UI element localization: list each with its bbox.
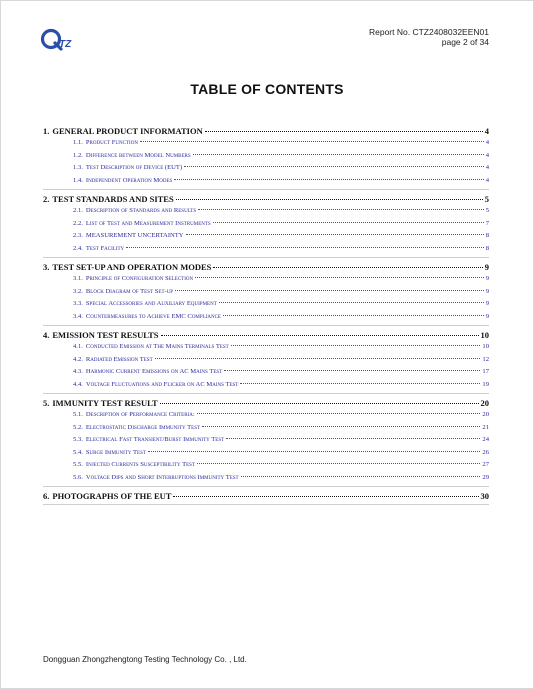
subsection-title: Special Accessories and Auxiliary Equipment xyxy=(85,300,217,307)
leader-dots xyxy=(231,345,481,346)
section-divider xyxy=(43,189,489,190)
toc-section-2[interactable] xyxy=(43,193,489,205)
leader-dots xyxy=(197,463,480,464)
subsection-number: 1.2. xyxy=(73,151,83,159)
leader-dots xyxy=(205,131,483,132)
subsection-page: 26 xyxy=(482,448,489,456)
toc-section-1[interactable] xyxy=(43,125,489,137)
leader-dots xyxy=(198,209,484,210)
subsection-number: 2.3. xyxy=(73,232,83,239)
subsection-number: 5.6. xyxy=(73,473,83,481)
subsection-page: 17 xyxy=(482,368,489,375)
leader-dots xyxy=(241,476,481,477)
subsection-number: 3.4. xyxy=(73,312,83,320)
leader-dots xyxy=(224,370,480,371)
leader-dots xyxy=(186,234,484,235)
subsection-number: 1.4. xyxy=(73,176,83,184)
section-title: PHOTOGRAPHS OF THE EUT xyxy=(52,491,172,501)
subsection-page: 12 xyxy=(482,355,489,363)
leader-dots xyxy=(160,403,479,404)
toc-subsection[interactable] xyxy=(43,205,489,218)
subsection-page: 29 xyxy=(482,473,489,481)
leader-dots xyxy=(175,290,484,291)
leader-dots xyxy=(202,426,480,427)
subsection-title: Voltage Dips and Short Interruptions Immunity Test xyxy=(85,473,239,481)
section-divider xyxy=(43,393,489,394)
subsection-page: 24 xyxy=(482,436,489,443)
subsection-title: Description of Performance Criteria: xyxy=(85,411,195,418)
subsection-title: Description of Standards and Results xyxy=(85,207,197,214)
section-page: 10 xyxy=(480,330,489,340)
toc-subsection[interactable] xyxy=(43,379,489,392)
toc-subsection[interactable] xyxy=(43,137,489,150)
subsection-page: 20 xyxy=(482,411,489,418)
subsection-title: Voltage Fluctuations and Flicker on AC Mains Test xyxy=(85,380,239,388)
subsection-title: Conducted Emission at The Mains Terminals Test xyxy=(85,343,229,350)
subsection-number: 1.1. xyxy=(73,139,83,146)
toc-section-3[interactable] xyxy=(43,261,489,273)
toc-subsection[interactable] xyxy=(43,243,489,256)
footer-company: Dongguan Zhongzhengtong Testing Technology Co. , Ltd. xyxy=(43,655,247,664)
toc-subsection[interactable] xyxy=(43,150,489,163)
leader-dots xyxy=(155,358,481,359)
section-title: TEST STANDARDS AND SITES xyxy=(52,194,174,204)
leader-dots xyxy=(226,438,480,439)
toc-section-6[interactable] xyxy=(43,490,489,502)
subsection-page: 27 xyxy=(482,461,489,468)
subsection-number: 4.4. xyxy=(73,380,83,388)
subsection-page: 8 xyxy=(485,232,489,239)
section-title: GENERAL PRODUCT INFORMATION xyxy=(52,126,203,136)
toc-subsection[interactable] xyxy=(43,354,489,367)
subsection-title: MEASUREMENT UNCERTAINTY xyxy=(85,232,184,239)
subsection-title: Harmonic Current Emissions on AC Mains Test xyxy=(85,368,223,375)
subsection-page: 4 xyxy=(485,176,489,184)
toc-subsection[interactable] xyxy=(43,230,489,243)
leader-dots xyxy=(213,222,484,223)
leader-dots xyxy=(197,413,481,414)
section-divider xyxy=(43,257,489,258)
section-number: 3. xyxy=(43,262,50,272)
subsection-number: 1.3. xyxy=(73,164,83,171)
subsection-title: Test Facility xyxy=(85,244,125,252)
svg-text:TZ: TZ xyxy=(59,39,72,50)
subsection-title: Difference between Model Numbers xyxy=(85,151,191,159)
subsection-number: 4.1. xyxy=(73,343,83,350)
subsection-page: 8 xyxy=(485,244,489,252)
leader-dots xyxy=(223,315,484,316)
section-number: 6. xyxy=(43,491,50,501)
section-divider xyxy=(43,486,489,487)
section-title: TEST SET-UP AND OPERATION MODES xyxy=(52,262,212,272)
subsection-number: 4.2. xyxy=(73,355,83,363)
subsection-title: Test Description of Device (EUT) xyxy=(85,164,183,171)
subsection-number: 5.5. xyxy=(73,461,83,468)
subsection-number: 5.1. xyxy=(73,411,83,418)
subsection-page: 9 xyxy=(485,275,489,282)
leader-dots xyxy=(161,335,479,336)
subsection-number: 5.2. xyxy=(73,423,83,431)
subsection-number: 5.4. xyxy=(73,448,83,456)
leader-dots xyxy=(195,277,484,278)
toc-subsection[interactable] xyxy=(43,341,489,354)
subsection-title: List of Test and Measurement Instruments xyxy=(85,219,211,227)
company-logo xyxy=(40,27,80,51)
leader-dots xyxy=(173,496,478,497)
leader-dots xyxy=(240,383,480,384)
subsection-page: 9 xyxy=(485,312,489,320)
report-header xyxy=(369,27,489,47)
subsection-page: 21 xyxy=(482,423,489,431)
report-number: Report No. CTZ2408032EEN01 xyxy=(368,27,489,37)
subsection-number: 3.2. xyxy=(73,287,83,295)
subsection-number: 3.3. xyxy=(73,300,83,307)
leader-dots xyxy=(174,179,483,180)
leader-dots xyxy=(193,154,484,155)
toc-subsection[interactable] xyxy=(43,366,489,379)
subsection-title: Product Function xyxy=(85,139,138,146)
toc-subsection[interactable] xyxy=(43,218,489,231)
page-info: page 2 of 34 xyxy=(441,37,489,47)
section-page: 4 xyxy=(484,126,489,136)
subsection-title: Injected Currents Susceptibility Test xyxy=(85,461,196,468)
toc-subsection[interactable] xyxy=(43,422,489,435)
subsection-title: Principle of Configuration Selection xyxy=(85,275,194,282)
toc-subsection[interactable] xyxy=(43,162,489,175)
subsection-number: 2.1. xyxy=(73,207,83,214)
subsection-page: 4 xyxy=(485,151,489,159)
subsection-title: Electrostatic Discharge Immunity Test xyxy=(85,423,201,431)
section-page: 30 xyxy=(480,491,489,501)
section-number: 4. xyxy=(43,330,50,340)
subsection-title: Radiated Emission Test xyxy=(85,355,153,363)
leader-dots xyxy=(213,267,482,268)
toc-subsection[interactable] xyxy=(43,409,489,422)
toc-subsection[interactable] xyxy=(43,298,489,311)
leader-dots xyxy=(176,199,483,200)
subsection-page: 9 xyxy=(485,300,489,307)
leader-dots xyxy=(126,247,484,248)
section-divider xyxy=(43,504,489,505)
leader-dots xyxy=(184,166,484,167)
toc-subsection[interactable] xyxy=(43,447,489,460)
subsection-title: Surge Immunity Test xyxy=(85,448,146,456)
toc-title: TABLE OF CONTENTS xyxy=(190,81,344,97)
section-page: 20 xyxy=(480,398,489,408)
section-title: EMISSION TEST RESULTS xyxy=(52,330,159,340)
section-page: 9 xyxy=(484,262,489,272)
section-title: IMMUNITY TEST RESULT xyxy=(52,398,158,408)
subsection-page: 7 xyxy=(485,219,489,227)
toc-section-5[interactable] xyxy=(43,397,489,409)
subsection-title: Countermeasures to Achieve EMC Compliance xyxy=(85,312,221,320)
subsection-number: 3.1. xyxy=(73,275,83,282)
section-number: 1. xyxy=(43,126,50,136)
toc-subsection[interactable] xyxy=(43,311,489,324)
subsection-number: 4.3. xyxy=(73,368,83,375)
section-divider xyxy=(43,325,489,326)
leader-dots xyxy=(219,302,484,303)
section-number: 5. xyxy=(43,398,50,408)
section-page: 5 xyxy=(484,194,489,204)
subsection-title: Block Diagram of Test Set-up xyxy=(85,287,174,295)
subsection-number: 2.4. xyxy=(73,244,83,252)
toc-subsection[interactable] xyxy=(43,175,489,188)
subsection-page: 4 xyxy=(485,139,489,146)
subsection-title: Electrical Fast Transient/Burst Immunity Test xyxy=(85,436,225,443)
subsection-page: 9 xyxy=(485,287,489,295)
subsection-page: 19 xyxy=(482,380,489,388)
toc-subsection[interactable] xyxy=(43,434,489,447)
subsection-title: Independent Operation Modes xyxy=(85,176,173,184)
subsection-page: 5 xyxy=(485,207,489,214)
subsection-page: 4 xyxy=(485,164,489,171)
leader-dots xyxy=(148,451,481,452)
toc-subsection[interactable] xyxy=(43,459,489,472)
toc-subsection[interactable] xyxy=(43,273,489,286)
subsection-number: 5.3. xyxy=(73,436,83,443)
toc-subsection[interactable] xyxy=(43,472,489,485)
table-of-contents xyxy=(43,122,489,505)
toc-section-4[interactable] xyxy=(43,329,489,341)
leader-dots xyxy=(140,141,484,142)
section-number: 2. xyxy=(43,194,50,204)
toc-subsection[interactable] xyxy=(43,286,489,299)
subsection-number: 2.2. xyxy=(73,219,83,227)
subsection-page: 10 xyxy=(482,343,489,350)
